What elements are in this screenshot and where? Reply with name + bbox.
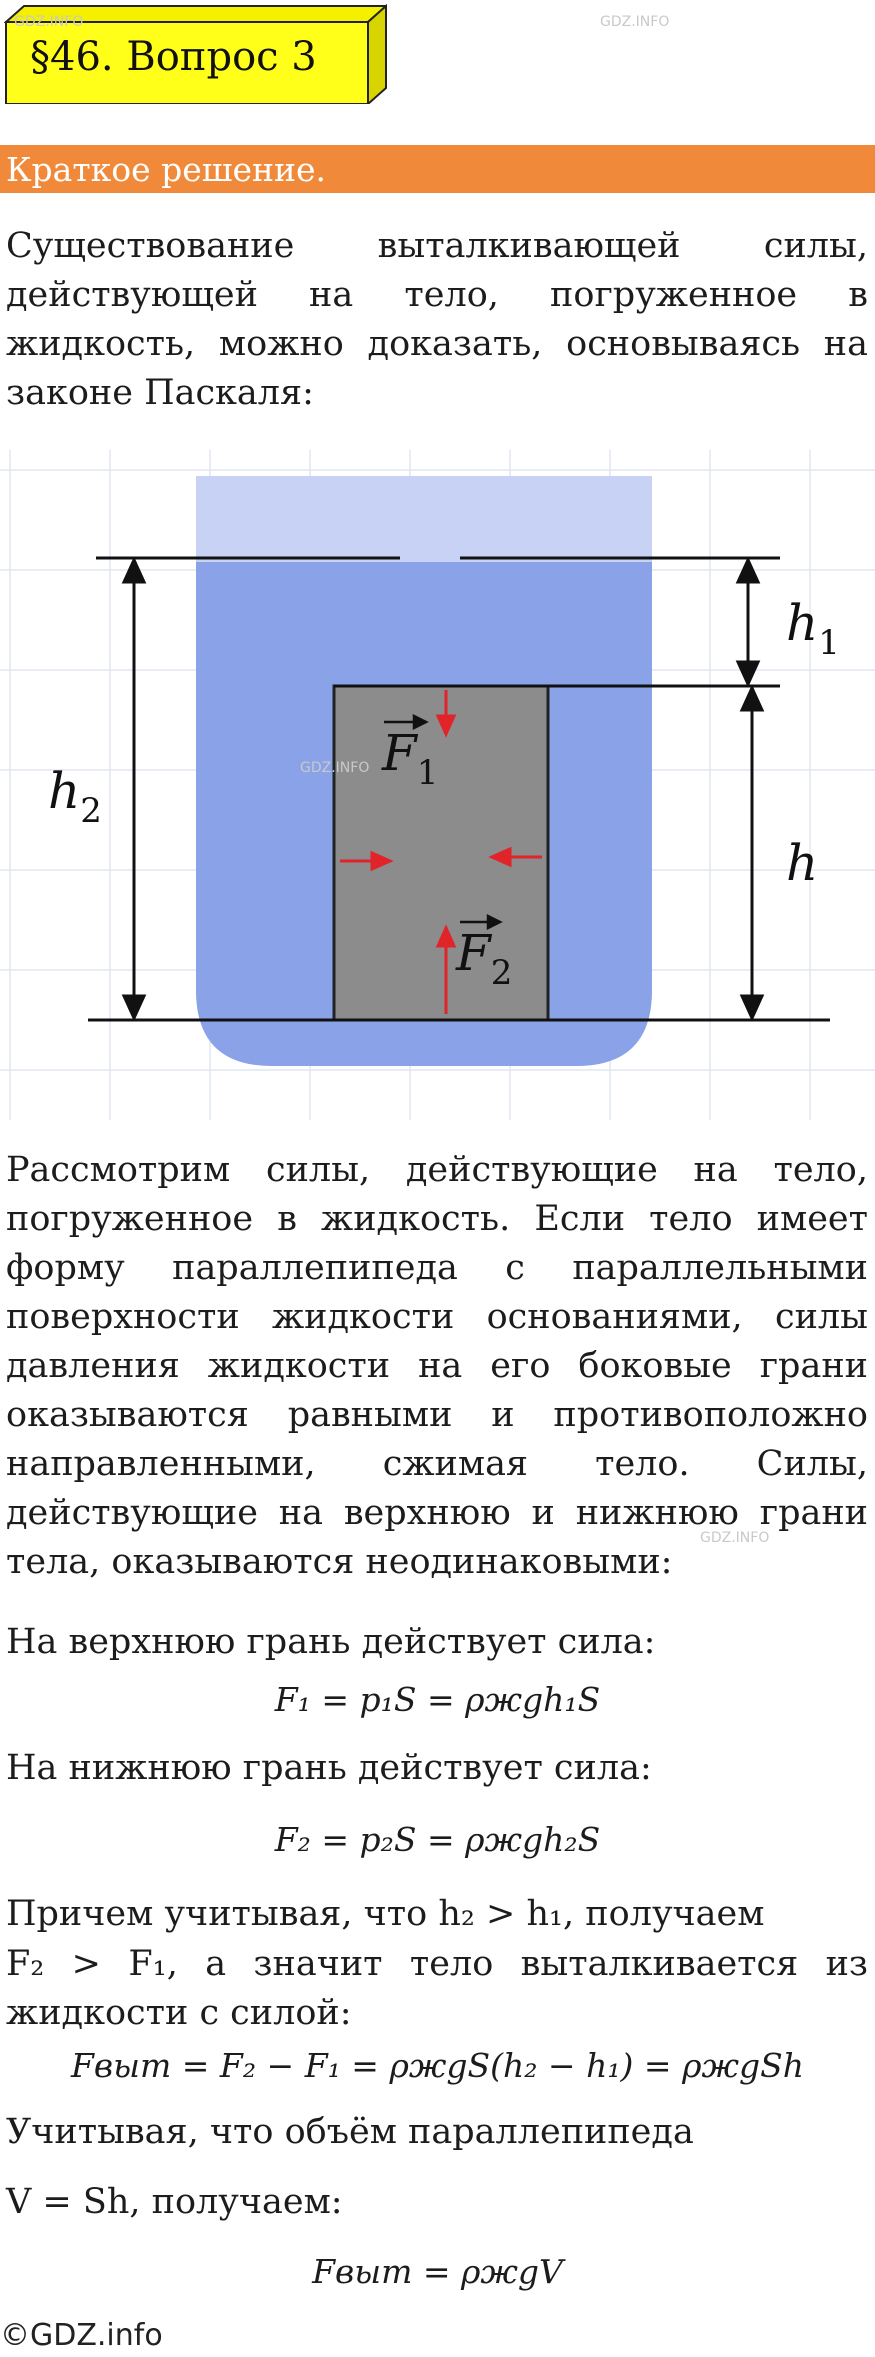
formula-volume: Fвыт = ρжgV <box>312 2252 563 2291</box>
submerged-body <box>334 686 548 1020</box>
label-f2-sub: 2 <box>490 953 513 993</box>
label-h1-sub: 1 <box>818 623 840 663</box>
bottom-face-text: На нижнюю грань действует сила: <box>6 1748 652 1788</box>
label-f2: F <box>456 924 491 982</box>
label-f1: F <box>382 724 417 782</box>
svg-text:h1 <box>786 594 840 663</box>
watermark: GDZ.INFO <box>600 14 670 30</box>
label-h2-sub: 2 <box>80 791 102 831</box>
formula-top-force: F₁ = p₁S = ρжgh₁S <box>274 1680 601 1719</box>
watermark: GDZ.INFO <box>700 1530 770 1546</box>
top-face-text: На верхнюю грань действует сила: <box>6 1622 656 1662</box>
svg-text:h2 <box>48 762 102 831</box>
watermark: GDZ.INFO <box>300 760 370 776</box>
label-h2: h <box>48 762 81 820</box>
conclusion-line-2: F₂ > F₁, а значит тело выталкивается из жидкости с силой: <box>6 1944 868 2033</box>
volume-line-1: Учитывая, что объём параллепипеда <box>6 2112 694 2152</box>
volume-line-2: V = Sh, получаем: <box>6 2182 343 2222</box>
formula-bottom-force: F₂ = p₂S = ρжgh₂S <box>274 1820 601 1859</box>
page-title: §46. Вопрос 3 <box>30 34 317 80</box>
forces-paragraph: Рассмотрим силы, действующие на тело, погруженное в жидкость. Если тело имеет форму параллепипеда с параллельными поверхности жидкости основаниями, силы давления жидкости на его боковые грани оказываются равными и противоположно направленными, сжимая тело. Силы, действующие на верхнюю и нижнюю грани тела, оказываются неодинаковыми: <box>6 1150 868 1582</box>
footer-copyright: ©GDZ.info <box>0 2318 163 2353</box>
label-h1: h <box>786 594 819 652</box>
conclusion-line-1: Причем учитывая, что h₂ > h₁, получаем <box>6 1894 765 1934</box>
watermark: GDZ.INFO <box>14 14 84 30</box>
formula-buoyant-force: Fвыт = F₂ − F₁ = ρжgS(h₂ − h₁) = ρжgSh <box>71 2046 804 2085</box>
intro-paragraph: Существование выталкивающей силы, действующей на тело, погруженное в жидкость, можно доказать, основываясь на законе Паскаля: <box>6 226 868 413</box>
section-heading: Краткое решение. <box>6 150 326 189</box>
buoyancy-diagram <box>0 430 875 1130</box>
label-f1-sub: 1 <box>416 753 439 793</box>
label-h: h <box>786 834 819 892</box>
